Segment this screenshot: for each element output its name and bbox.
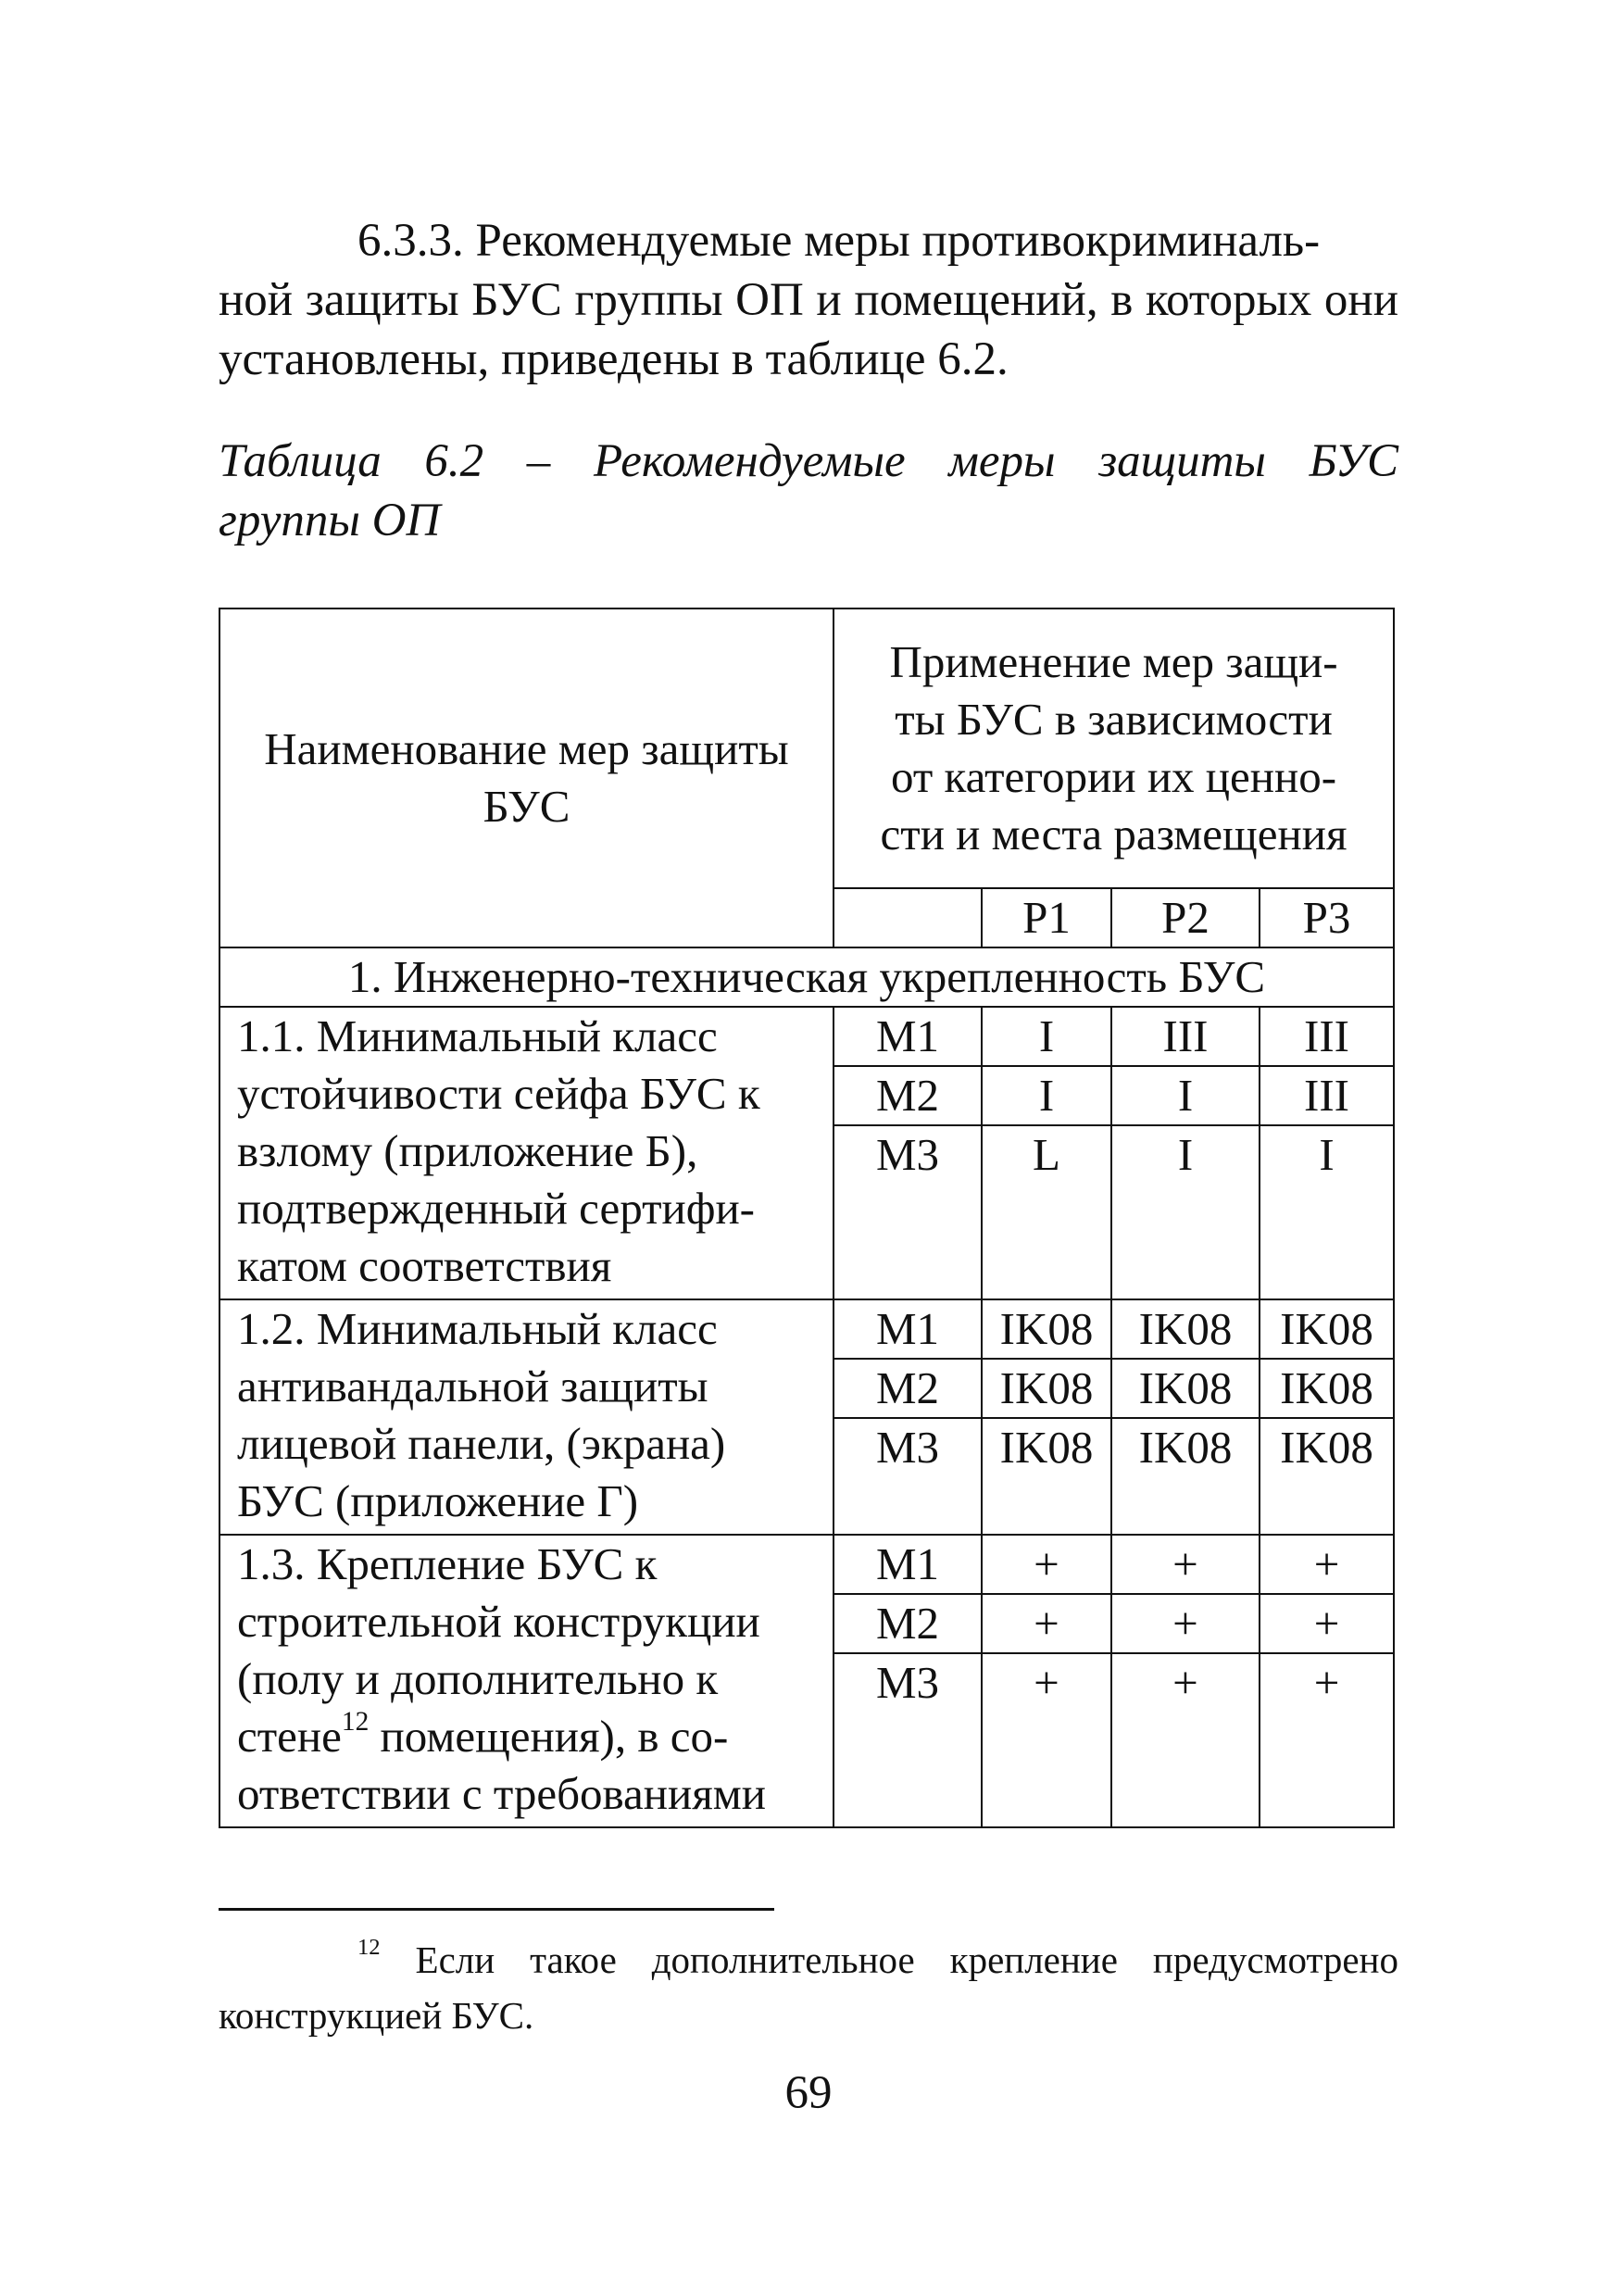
section-title: 1. Инженерно-техническая укрепленность БУС	[219, 947, 1394, 1007]
value-cell: L	[982, 1125, 1111, 1299]
footnote-line1: $^{12}$ Если такое дополнительное крепление предусмотрено	[357, 1935, 1398, 1981]
caption-line2: группы ОП	[219, 495, 441, 546]
footnote	[219, 1932, 1398, 2043]
value-cell: III	[1260, 1066, 1394, 1125]
header-measure-name: Наименование мер защиты БУС	[219, 609, 834, 947]
value-cell: +	[1111, 1594, 1260, 1653]
header-application: Применение мер защи- ты БУС в зависимости от категории их ценно- сти и места размещения	[834, 609, 1394, 888]
measure-1-1: 1.1. Минимальный класс устойчивости сейфа БУС к взлому (приложение Б), подтвержденный сертифи- катом соответствия	[219, 1007, 834, 1299]
value-cell: IK08	[1260, 1299, 1394, 1359]
table-caption	[219, 432, 1398, 550]
value-cell: I	[1111, 1125, 1260, 1299]
value-cell: III	[1111, 1007, 1260, 1066]
value-cell: I	[982, 1066, 1111, 1125]
category-cell: М1	[834, 1535, 982, 1594]
value-cell: +	[1260, 1653, 1394, 1827]
value-cell: III	[1260, 1007, 1394, 1066]
footnote-separator	[219, 1908, 774, 1911]
value-cell: +	[1260, 1594, 1394, 1653]
value-cell: IK08	[1111, 1299, 1260, 1359]
value-cell: +	[982, 1653, 1111, 1827]
measure-1-3: 1.3. Крепление БУС к строительной конструкции (полу и дополнительно к стене$^{12}$ помещения), в со- ответствии с требованиями	[219, 1535, 834, 1827]
body-paragraph	[219, 211, 1398, 389]
value-cell: IK08	[982, 1299, 1111, 1359]
paragraph-line1: 6.3.3. Рекомендуемые меры противокриминаль-	[357, 215, 1321, 267]
footnote-line2: конструкцией БУС.	[219, 1994, 534, 2037]
header-category-blank	[834, 888, 982, 947]
value-cell: IK08	[1111, 1418, 1260, 1535]
category-cell: М3	[834, 1418, 982, 1535]
value-cell: +	[1111, 1653, 1260, 1827]
value-cell: +	[982, 1594, 1111, 1653]
value-cell: I	[1111, 1066, 1260, 1125]
category-cell: М2	[834, 1066, 982, 1125]
footnote-reference: 12	[341, 1706, 370, 1737]
header-place-p2: Р2	[1111, 888, 1260, 947]
value-cell: I	[1260, 1125, 1394, 1299]
category-cell: М1	[834, 1007, 982, 1066]
value-cell: IK08	[982, 1359, 1111, 1418]
category-cell: М3	[834, 1653, 982, 1827]
category-cell: М3	[834, 1125, 982, 1299]
value-cell: +	[1111, 1535, 1260, 1594]
category-cell: М2	[834, 1359, 982, 1418]
header-place-p1: Р1	[982, 888, 1111, 947]
page-number: 69	[784, 2067, 833, 2119]
value-cell: IK08	[1111, 1359, 1260, 1418]
value-cell: IK08	[1260, 1418, 1394, 1535]
value-cell: +	[982, 1535, 1111, 1594]
footnote-mark: 12	[357, 1935, 381, 1961]
value-cell: IK08	[1260, 1359, 1394, 1418]
protection-measures-table	[219, 608, 1395, 1828]
header-place-p3: Р3	[1260, 888, 1394, 947]
category-cell: М1	[834, 1299, 982, 1359]
caption-line1: Таблица 6.2 – Рекомендуемые меры защиты БУС	[219, 435, 1398, 487]
value-cell: I	[982, 1007, 1111, 1066]
value-cell: IK08	[982, 1418, 1111, 1535]
category-cell: М2	[834, 1594, 982, 1653]
measure-1-2: 1.2. Минимальный класс антивандальной защиты лицевой панели, (экрана) БУС (приложение Г)	[219, 1299, 834, 1535]
value-cell: +	[1260, 1535, 1394, 1594]
paragraph-rest: ной защиты БУС группы ОП и помещений, в которых они установлены, приведены в таблице 6.2.	[219, 274, 1398, 385]
